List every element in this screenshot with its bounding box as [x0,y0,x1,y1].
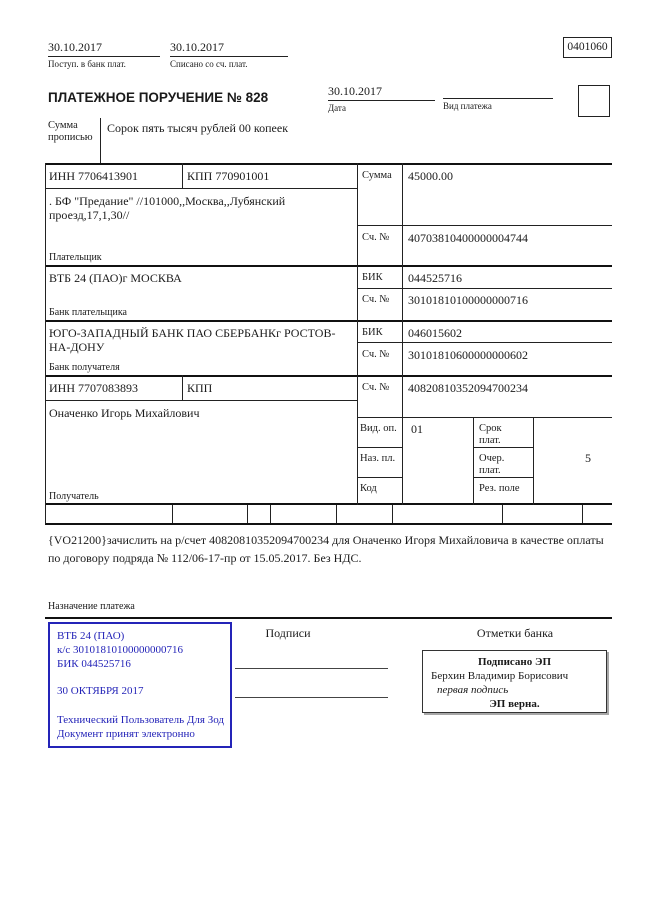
beneficiary-section-label: Получатель [49,491,99,502]
payer-bank-bik-value: 044525716 [408,271,462,285]
divider-line [45,617,612,619]
debited-date-label: Списано со сч. плат. [170,59,248,70]
bank-stamp-status: Документ принят электронно [57,728,195,740]
beneficiary-inn-cell: ИНН 7707083893 [49,381,138,395]
grid-line [402,163,403,505]
code-label: Код [360,483,377,494]
beneficiary-bank-section-label: Банк получателя [49,362,120,373]
bank-stamp-user: Технический Пользователь Для Зод [57,714,225,726]
op-kind-value: 01 [411,422,423,436]
beneficiary-name: Оначенко Игорь Михайлович [49,406,200,420]
payer-kpp-cell: КПП 770901001 [187,169,270,183]
payer-section-label: Плательщик [49,252,102,263]
tax-field-cell [271,505,338,523]
payer-inn-cell: ИНН 7706413901 [49,169,138,183]
tax-field-cell [337,505,393,523]
esign-title: Подписано ЭП [477,656,552,668]
debited-date-field [170,40,288,70]
bank-stamp-date: 30 ОКТЯБРЯ 2017 [57,685,144,697]
signature-line-2 [235,697,388,698]
payer-bank-account-value: 30101810100000000716 [408,293,528,307]
status-checkbox [578,85,610,117]
beneficiary-bank-account-value: 30101810600000000602 [408,348,528,362]
payer-name: . БФ "Предание" //101000,,Москва,,Лубянский проезд,17,1,30// [49,194,286,223]
tax-field-cell [248,505,271,523]
tax-field-cell [393,505,503,523]
bank-stamp-bik: БИК 044525716 [57,658,131,670]
payer-bank-section-label: Банк плательщика [49,307,127,318]
grid-line [182,163,183,188]
amount-value-cell: 45000.00 [408,169,453,183]
grid-line [45,163,46,505]
received-date-field [48,40,160,70]
payer-account-value: 40703810400000004744 [408,231,528,245]
bank-stamp-bank-name: ВТБ 24 (ПАО) [57,630,125,642]
esign-signature-type: первая подпись [437,684,509,696]
grid-line [45,320,612,322]
beneficiary-bank-bik-value: 046015602 [408,326,462,340]
grid-line [45,163,612,165]
beneficiary-kpp-cell: КПП [187,381,213,395]
bank-marks-header: Отметки банка [476,626,554,640]
form-code-box: 0401060 [563,37,612,58]
date-field [328,84,435,114]
grid-line [357,477,402,478]
grid-line [45,188,357,189]
bank-stamp-corr-account: к/с 30101810100000000716 [57,644,184,656]
amount-words-value: Сорок пять тысяч рублей 00 копеек [107,121,289,135]
grid-line [473,417,474,505]
beneficiary-account-label: Сч. № [362,382,390,393]
amount-words-block [45,118,612,163]
grid-line [533,417,534,505]
signatures-header: Подписи [265,626,311,640]
payment-type-field [443,84,553,112]
beneficiary-bank-bik-label: БИК [362,327,383,338]
purpose-code-label: Наз. пл. [360,453,396,464]
esign-verified: ЭП верна. [489,698,540,710]
received-date-value: 30.10.2017 [48,40,160,57]
payment-term-label: Срок плат. [479,423,502,447]
reserve-field-label: Рез. поле [479,483,520,494]
debited-date-value: 30.10.2017 [170,40,288,57]
grid-line [45,400,357,401]
payer-bank-account-label: Сч. № [362,294,390,305]
tax-field-cell [173,505,248,523]
bank-stamp [48,622,232,748]
payer-bank-bik-label: БИК [362,272,383,283]
tax-field-cell [46,505,173,523]
grid-line [473,447,533,448]
grid-line [45,375,612,377]
grid-line [357,163,358,505]
esign-signer: Берхин Владимир Борисович [431,670,569,682]
payer-bank-name: ВТБ 24 (ПАО)г МОСКВА [49,271,182,285]
beneficiary-bank-account-label: Сч. № [362,349,390,360]
tax-fields-row [45,505,612,525]
grid-line [182,375,183,400]
received-date-label: Поступ. в банк плат. [48,59,126,70]
tax-field-cell [583,505,612,523]
priority-label: Очер. плат. [479,453,505,477]
grid-line [357,447,402,448]
beneficiary-account-value: 40820810352094700234 [408,381,528,395]
op-kind-label: Вид. оп. [360,423,397,434]
grid-line [45,265,612,267]
grid-line [357,225,612,226]
tax-field-cell [503,505,583,523]
grid-line [473,477,533,478]
main-table [45,163,612,505]
esign-stamp [422,650,607,713]
payment-type-line [443,84,553,99]
purpose-section-label: Назначение платежа [48,601,135,612]
signature-line-1 [235,668,388,669]
date-value: 30.10.2017 [328,84,435,101]
amount-words-label: Сумма прописью [48,120,93,144]
purpose-text: {VO21200}зачислить на р/счет 40820810352094700234 для Оначенко Игоря Михайловича в качестве оплаты по договору подряда № 112/06-17-пр от 15.05.2017. Без НДС. [48,533,604,565]
grid-line [357,288,612,289]
beneficiary-bank-name: ЮГО-ЗАПАДНЫЙ БАНК ПАО СБЕРБАНКг РОСТОВ-НА-ДОНУ [49,326,336,355]
payment-type-label: Вид платежа [443,101,492,111]
grid-line [357,417,612,418]
payer-account-label: Сч. № [362,232,390,243]
divider-line [100,118,101,163]
document-title: ПЛАТЕЖНОЕ ПОРУЧЕНИЕ № 828 [48,90,269,105]
priority-value: 5 [585,451,591,465]
date-label: Дата [328,103,346,114]
grid-line [357,342,612,343]
amount-label-cell: Сумма [362,170,392,181]
